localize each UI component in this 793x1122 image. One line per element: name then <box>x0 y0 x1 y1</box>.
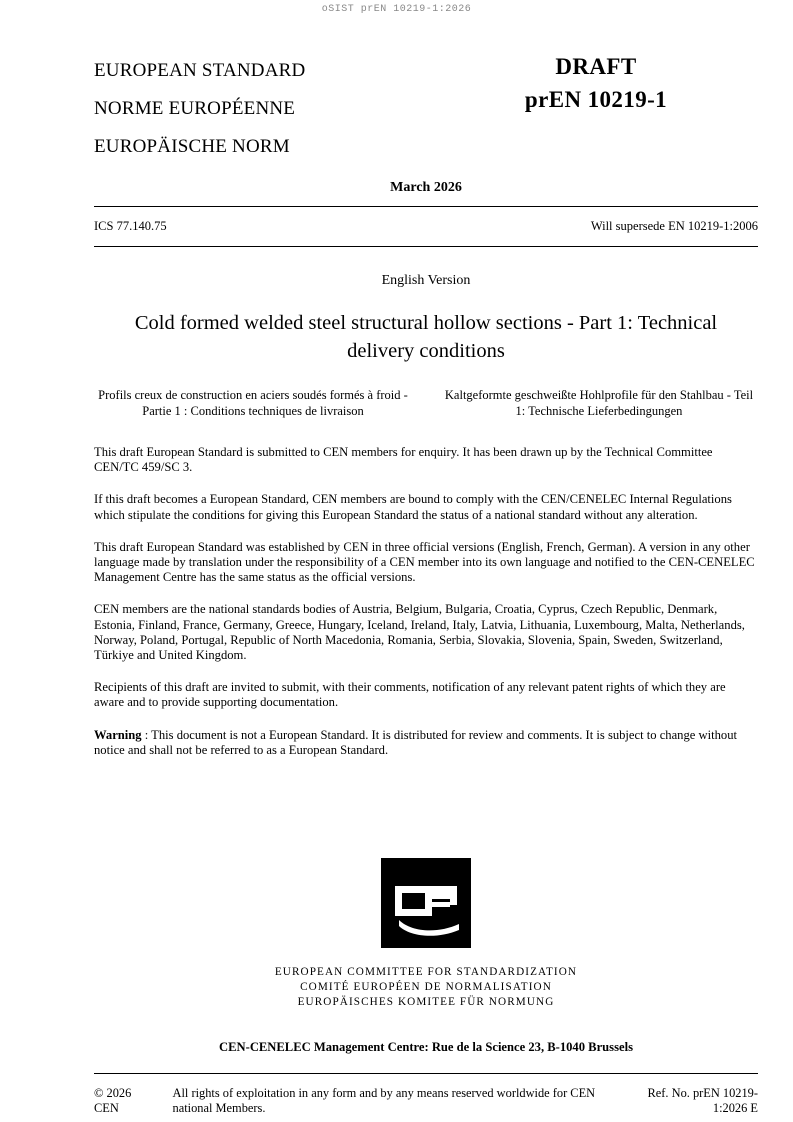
organisation-names <box>94 965 758 1010</box>
english-version-label: English Version <box>381 273 471 288</box>
title-block <box>94 46 758 164</box>
page-title: Cold formed welded steel structural hollow sections - Part 1: Technical delivery conditions <box>134 312 718 362</box>
metadata-row <box>94 219 758 234</box>
footer-left <box>94 1086 622 1116</box>
supersede-note: Will supersede EN 10219-1:2006 <box>590 219 758 233</box>
document-header-code: oSIST prEN 10219-1:2026 <box>321 4 472 15</box>
warning-text: : This document is not a European Standard. It is distributed for review and comments. It is subject to change without notice and shall not be referred to as a European Standard. <box>94 727 737 757</box>
draft-reference-block <box>434 52 758 116</box>
publication-date: March 2026 <box>390 180 462 195</box>
document-content <box>94 46 758 1116</box>
translated-title-de: Kaltgeformte geschweißte Hohlprofile für den Stahlbau - Teil 1: Technische Lieferbedingungen <box>444 388 754 418</box>
divider-under-metadata <box>94 246 758 247</box>
warning-note <box>94 728 758 758</box>
divider-top <box>94 206 758 207</box>
translated-titles <box>94 387 758 419</box>
warning-label: Warning <box>94 727 142 742</box>
organisation-name-en: EUROPEAN COMMITTEE FOR STANDARDIZATION <box>274 966 578 979</box>
copyright-notice: © 2026 CEN <box>94 1086 132 1116</box>
draft-label: DRAFT <box>555 54 637 79</box>
standard-title-en: EUROPEAN STANDARD <box>94 60 306 81</box>
rights-notice: All rights of exploitation in any form and by any means reserved worldwide for CEN national Members. <box>172 1086 596 1116</box>
paragraph-official-versions: This draft European Standard was established by CEN in three official versions (English, French, German). A version in any other language made by translation under the responsibility of a CEN member into its own language and notified to the CEN-CENELEC Management Centre has the same status as the official versions. <box>94 539 755 585</box>
paragraph-patent-rights: Recipients of this draft are invited to submit, with their comments, notification of any relevant patent rights of which they are aware and to provide supporting documentation. <box>94 680 726 710</box>
footer <box>94 1086 758 1116</box>
paragraph-submission: This draft European Standard is submitted to CEN members for enquiry. It has been drawn up by the Technical Committee CEN/TC 459/SC 3. <box>94 445 713 475</box>
draft-number: prEN 10219-1 <box>524 87 668 112</box>
organisation-name-fr: COMITÉ EUROPÉEN DE NORMALISATION <box>300 981 552 994</box>
paragraph-cen-members: CEN members are the national standards bodies of Austria, Belgium, Bulgaria, Croatia, Cyprus, Czech Republic, Denmark, Estonia, Finland, France, Germany, Greece, Hungary, Iceland, Ireland, Italy, Latvia, Lithuania, Luxembourg, Malta, Netherlands, Norway, Poland, Portugal, Republic of North Macedonia, Romania, Serbia, Slovakia, Slovenia, Spain, Sweden, Switzerland, Türkiye and United Kingdom. <box>94 602 745 663</box>
divider-footer <box>94 1073 758 1074</box>
organisation-name-de: EUROPÄISCHES KOMITEE FÜR NORMUNG <box>297 996 555 1009</box>
logo-container <box>94 858 758 953</box>
standard-title-de: EUROPÄISCHE NORM <box>94 136 290 157</box>
standard-title-fr: NORME EUROPÉENNE <box>94 98 296 119</box>
standard-language-titles <box>94 52 424 166</box>
cen-logo-icon <box>381 858 471 948</box>
paragraph-internal-regulations: If this draft becomes a European Standard, CEN members are bound to comply with the CEN/CENELEC Internal Regulations which stipulate the conditions for giving this European Standard the status of a national standard without any alteration. <box>94 492 732 522</box>
translated-title-fr: Profils creux de construction en aciers soudés formés à froid - Partie 1 : Conditions techniques de livraison <box>98 388 408 418</box>
reference-number: Ref. No. prEN 10219-1:2026 E <box>647 1086 758 1116</box>
ics-code: ICS 77.140.75 <box>94 219 167 233</box>
management-centre-address: CEN-CENELEC Management Centre: Rue de la Science 23, B-1040 Brussels <box>219 1040 633 1055</box>
